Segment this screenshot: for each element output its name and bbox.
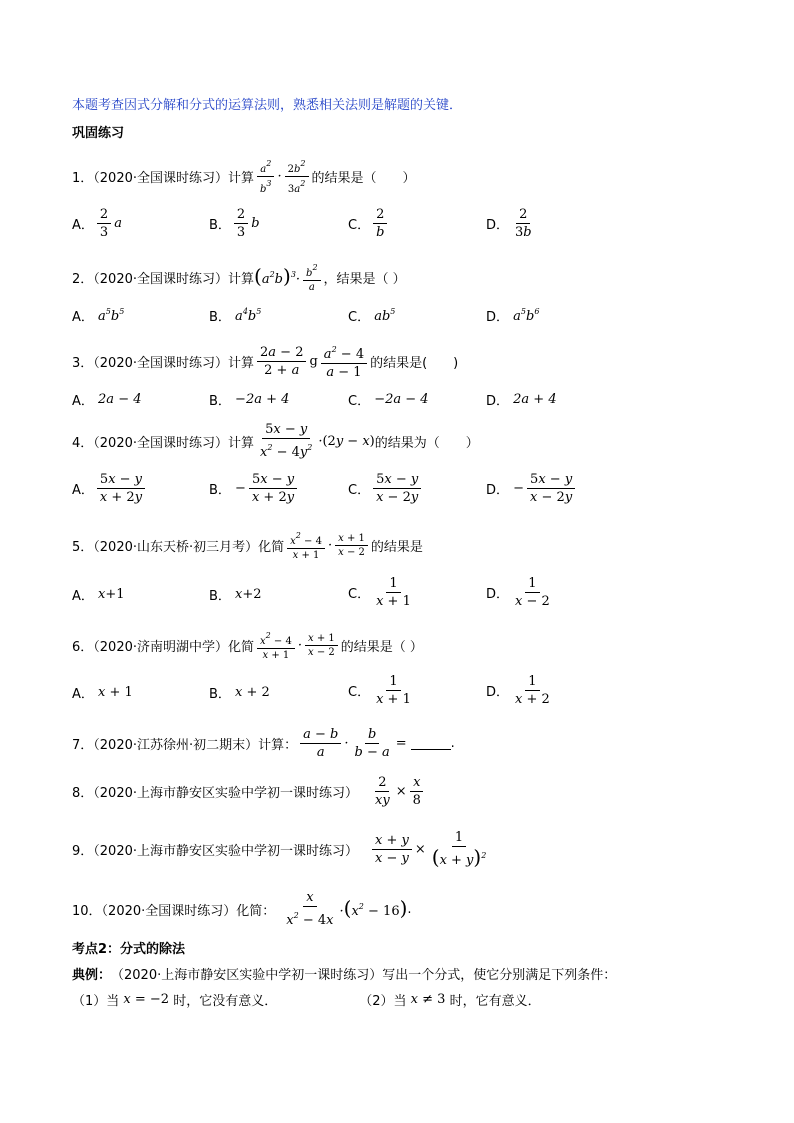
problem-9: 9．（2020·上海市静安区实验中学初一课时练习） $\frac{x + y}{x - y}$ × $\frac{1}{(x + y)^2}$ <box>72 830 492 868</box>
problem-3: 3．（2020·全国课时练习）计算 $\frac{2a - 2}{2 + a}$ g $\frac{a^2 - 4}{a - 1}$ 的结果是( ) <box>72 342 458 380</box>
section-title: 巩固练习 <box>72 126 125 141</box>
math-fraction: $\frac{2b^2}{3a^2}$ <box>285 158 309 195</box>
problem-1: 1．（2020·全国课时练习）计算 $\frac{a^2}{b^3}$ · $\frac{2b^2}{3a^2}$ 的结果是（ ） <box>72 159 416 195</box>
math-fraction: $\frac{5x - y}{x^2 - 4y^2}$ <box>260 422 313 460</box>
problem-1-tail: 的结果是（ ） <box>311 171 416 186</box>
option-d[interactable]: D． $\frac{2}{3b}$ <box>486 207 532 240</box>
option-a[interactable]: A． 2a − 4 <box>72 392 142 409</box>
math-fraction: $\frac{2a - 2}{2 + a}$ <box>257 345 306 378</box>
option-a[interactable]: A． $\frac{5x - y}{x + 2y}$ <box>72 472 148 505</box>
math-fraction: $\frac{x}{x^2 - 4x}$ <box>286 890 334 928</box>
problem-7: 7．（2020·江苏徐州·初二期末）计算： $\frac{a - b}{a}$ · $\frac{b}{b - a}$ = . <box>72 727 455 760</box>
problem-6: 6．（2020·济南明湖中学）化简 $\frac{x^2 - 4}{x + 1}$ · $\frac{x + 1}{x - 2}$ 的结果是（ ） <box>72 631 423 661</box>
problem-4: 4．（2020·全国课时练习）计算 $\frac{5x - y}{x^2 - 4y^2}$ ·(2y − x) 的结果为（ ） <box>72 422 479 460</box>
problem-10: 10．（2020·全国课时练习）化简： $\frac{x}{x^2 - 4x}$ $\cdot(x^2 - 16)$ . <box>72 890 412 928</box>
problem-1-label: 1．（2020·全国课时练习）计算 <box>72 171 254 186</box>
problem-5: 5．（2020·山东天桥·初三月考）化简 $\frac{x^2 - 4}{x + 1}$ · $\frac{x + 1}{x - 2}$ 的结果是 <box>72 531 423 561</box>
option-d[interactable]: D． $\frac{1}{x - 2}$ <box>486 576 550 609</box>
math-fraction: $\frac{b^2}{a}$ <box>303 262 321 293</box>
option-c[interactable]: C． −2a − 4 <box>348 392 429 409</box>
math-fraction: $\frac{x}{8}$ <box>410 775 424 808</box>
math-fraction: $\frac{x^2 - 4}{x + 1}$ <box>287 530 325 561</box>
math-fraction: $\frac{a - b}{a}$ <box>300 727 341 760</box>
option-d[interactable]: D． $\frac{1}{x + 2}$ <box>486 674 550 707</box>
option-c[interactable]: C． $\frac{2}{b}$ <box>348 207 390 240</box>
option-c[interactable]: C． $\frac{5x - y}{x - 2y}$ <box>348 472 424 505</box>
math-fraction: $\frac{x^2 - 4}{x + 1}$ <box>257 630 295 661</box>
answer-blank[interactable] <box>411 737 451 750</box>
section-heading: 考点2：分式的除法 <box>72 942 186 957</box>
option-b[interactable]: B． $\frac{2}{3}$ b <box>209 207 260 240</box>
option-b[interactable]: B． x+2 <box>209 587 262 604</box>
math-fraction: $\frac{a^2}{b^3}$ <box>257 158 275 195</box>
option-b[interactable]: B． −2a + 4 <box>209 392 290 409</box>
option-a[interactable]: A． $\frac{2}{3}$ a <box>72 207 122 240</box>
math-fraction: $\frac{a^2 - 4}{a - 1}$ <box>321 342 367 380</box>
option-c[interactable]: C． $ab^5$ <box>348 307 396 325</box>
math-fraction: $\frac{x + 1}{x - 2}$ <box>335 533 368 558</box>
problem-8: 8．（2020·上海市静安区实验中学初一课时练习） $\frac{2}{xy}$ × $\frac{x}{8}$ <box>72 775 427 808</box>
option-a[interactable]: A． x + 1 <box>72 685 133 702</box>
option-d[interactable]: D． $a^5b^6$ <box>486 307 540 325</box>
option-b[interactable]: B． x + 2 <box>209 685 270 702</box>
option-c[interactable]: C． $\frac{1}{x + 1}$ <box>348 674 411 707</box>
option-b[interactable]: B． − $\frac{5x - y}{x + 2y}$ <box>209 472 300 505</box>
problem-2: 2．（2020·全国课时练习）计算 $(a^2b)^3\cdot$ $\frac{b^2}{a}$ ，结果是（ ） <box>72 263 406 293</box>
math-fraction: $\frac{x + y}{x - y}$ <box>372 833 412 866</box>
math-fraction: $\frac{b}{b - a}$ <box>354 727 390 760</box>
option-d[interactable]: D． 2a + 4 <box>486 392 557 409</box>
example-line: 典例： （2020·上海市静安区实验中学初一课时练习）写出一个分式，使它分别满足下列条件： <box>72 968 617 983</box>
math-fraction: $\frac{2}{xy}$ <box>375 775 390 808</box>
intro-text: 本题考查因式分解和分式的运算法则，熟悉相关法则是解题的关键． <box>72 98 463 113</box>
math-fraction: $\frac{x + 1}{x - 2}$ <box>305 633 338 658</box>
option-d[interactable]: D． − $\frac{5x - y}{x - 2y}$ <box>486 472 578 505</box>
example-conditions: （1）当 x = −2 时，它没有意义． （2）当 x ≠ 3 时，它有意义． <box>72 992 541 1009</box>
option-a[interactable]: A． x+1 <box>72 587 125 604</box>
option-c[interactable]: C． $\frac{1}{x + 1}$ <box>348 576 411 609</box>
math-fraction: $\frac{1}{(x + y)^2}$ <box>431 830 487 869</box>
option-b[interactable]: B． $a^4b^5$ <box>209 307 262 325</box>
option-a[interactable]: A． $a^5b^5$ <box>72 307 125 325</box>
